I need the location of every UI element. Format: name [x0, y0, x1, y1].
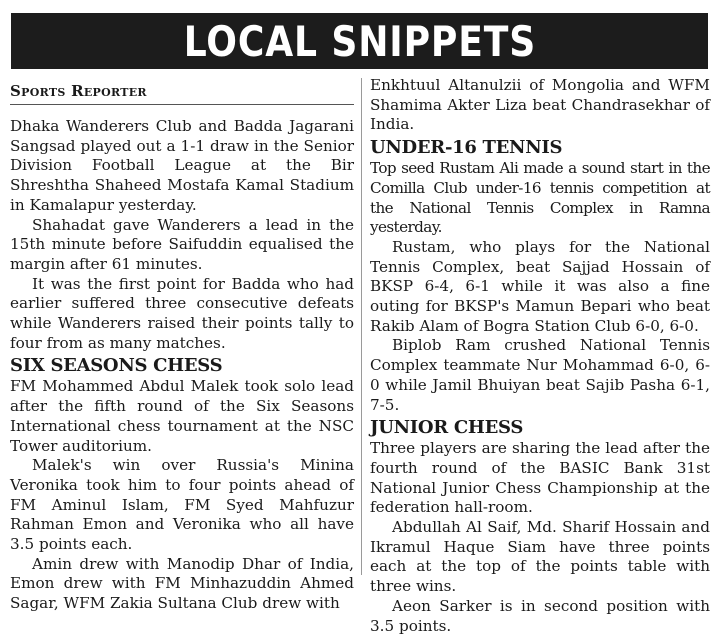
article-paragraph: It was the first point for Badda who had earlier suffered three consecutive defeats while Wanderers raised their points tally to four from as many matches.	[10, 274, 354, 352]
article-paragraph: Top seed Rustam Ali made a sound start in the Comilla Club under-16 tennis competition at the National Tennis Complex in Ramna yesterday.	[370, 159, 710, 237]
section-heading-junior-chess: JUNIOR CHESS	[370, 417, 524, 439]
section-heading-under-16-tennis: UNDER-16 TENNIS	[370, 137, 563, 159]
left-column	[10, 78, 354, 613]
article-paragraph: Shahadat gave Wanderers a lead in the 15th minute before Saifuddin equalised the margin after 61 minutes.	[10, 215, 354, 273]
section-heading-six-seasons-chess: SIX SEASONS CHESS	[10, 355, 223, 377]
article-paragraph: FM Mohammed Abdul Malek took solo lead after the fifth round of the Six Seasons International chess tournament at the NSC Tower auditorium.	[10, 377, 354, 455]
article-paragraph: Dhaka Wanderers Club and Badda Jagarani Sangsad played out a 1-1 draw in the Senior Division Football League at the Bir Shreshtha Shaheed Mostafa Kamal Stadium in Kamalapur yesterday.	[10, 117, 354, 214]
article-paragraph: Biplob Ram crushed National Tennis Complex teammate Nur Mohammad 6-0, 6-0 while Jamil Bhuiyan beat Sajib Pasha 6-1, 7-5.	[370, 336, 710, 414]
banner-box	[11, 13, 708, 69]
column-divider	[361, 78, 362, 575]
article-paragraph: Rustam, who plays for the National Tennis Complex, beat Sajjad Hossain of BKSP 6-4, 6-1 while it was also a fine outing for BKSP's Mamun Bepari who beat Rakib Alam of Bogra Station Club 6-0, 6-0.	[370, 237, 710, 335]
article-paragraph: Three players are sharing the lead after the fourth round of the BASIC Bank 31st National Junior Chess Championship at the federation hall-room.	[370, 439, 710, 517]
banner	[0, 0, 716, 75]
article-paragraph: Amin drew with Manodip Dhar of India, Emon drew with FM Minhazuddin Ahmed Sagar, WFM Zakia Sultana Club drew with	[10, 554, 354, 613]
byline: Sports Reporter	[10, 78, 354, 105]
article-paragraph: Malek's win over Russia's Minina Veronika took him to four points ahead of FM Aminul Islam, FM Syed Mahfuzur Rahman Emon and Veronika who all have 3.5 points each.	[10, 456, 354, 554]
page-title: LOCAL SNIPPETS	[183, 16, 536, 66]
article-paragraph: Abdullah Al Saif, Md. Sharif Hossain and Ikramul Haque Siam have three points each at the top of the points table with three wins.	[370, 518, 710, 596]
article-paragraph: Enkhtuul Altanulzii of Mongolia and WFM Shamima Akter Liza beat Chandrasekhar of India.	[370, 76, 710, 134]
article-paragraph: Aeon Sarker is in second position with 3.5 points.	[370, 596, 710, 635]
right-column	[370, 76, 710, 635]
